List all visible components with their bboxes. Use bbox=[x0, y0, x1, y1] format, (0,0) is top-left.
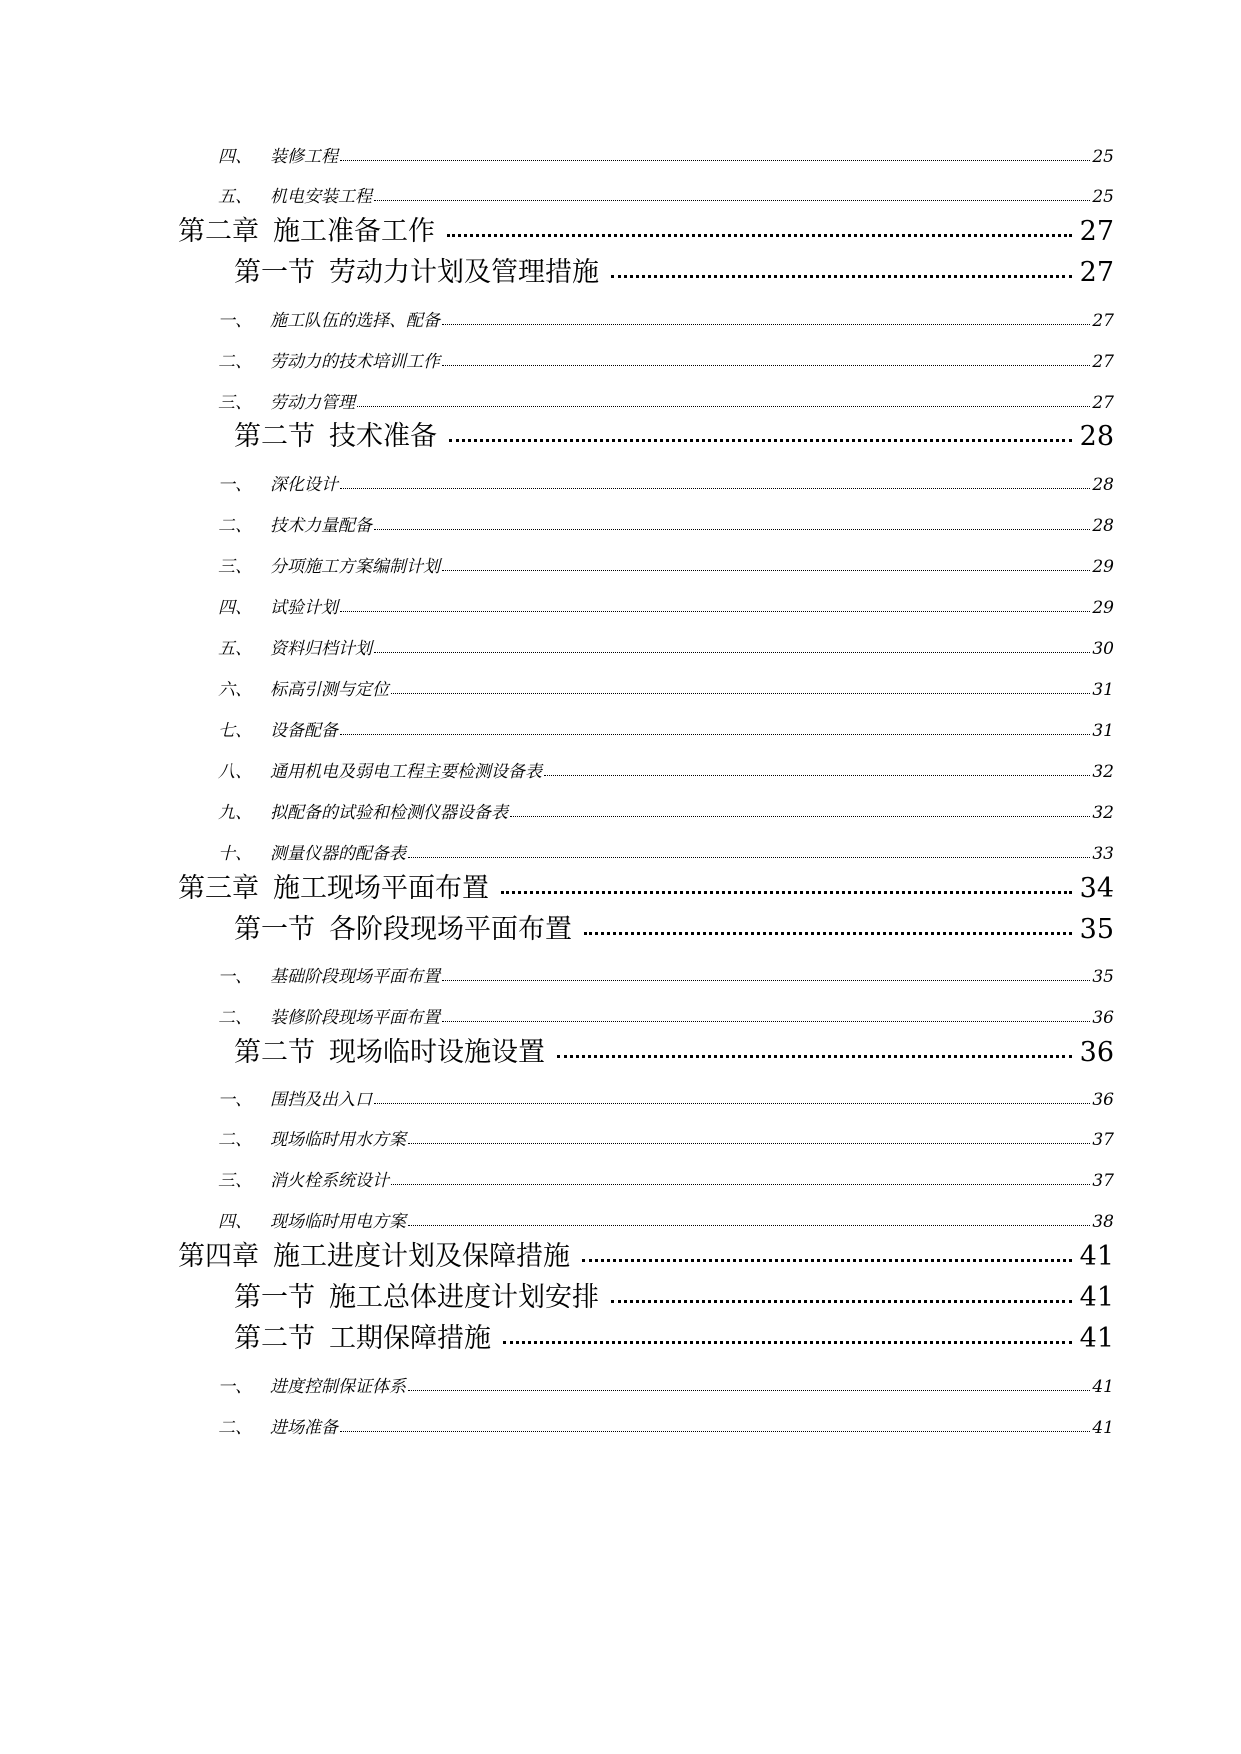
toc-entry-number: 八、 bbox=[218, 762, 252, 782]
toc-entry-title: 试验计划 bbox=[270, 598, 338, 618]
toc-entry-page-number: 27 bbox=[1079, 257, 1114, 288]
toc-entry-page-number: 41 bbox=[1079, 1323, 1114, 1354]
dot-leader bbox=[442, 324, 1090, 325]
toc-entry-title: 机电安装工程 bbox=[270, 187, 372, 207]
toc-entry-number: 第二章 bbox=[178, 216, 259, 247]
toc-entry-page-number: 31 bbox=[1092, 680, 1114, 700]
toc-entry-title: 资料归档计划 bbox=[270, 639, 372, 659]
toc-entry-title: 通用机电及弱电工程主要检测设备表 bbox=[270, 762, 542, 782]
toc-entry-page-number: 27 bbox=[1092, 352, 1114, 372]
toc-item-entry[interactable] bbox=[218, 1003, 1114, 1027]
toc-entry-number: 四、 bbox=[218, 147, 252, 167]
toc-entry-number: 一、 bbox=[218, 475, 252, 495]
toc-item-entry[interactable] bbox=[218, 798, 1114, 822]
toc-entry-page-number: 28 bbox=[1079, 421, 1114, 452]
toc-entry-title: 分项施工方案编制计划 bbox=[270, 557, 440, 577]
toc-entry-title: 工期保障措施 bbox=[329, 1323, 491, 1354]
toc-item-entry[interactable] bbox=[218, 1166, 1114, 1190]
toc-entry-number: 一、 bbox=[218, 311, 252, 331]
toc-item-entry[interactable] bbox=[218, 1413, 1114, 1437]
toc-entry-page-number: 27 bbox=[1092, 393, 1114, 413]
dot-leader bbox=[408, 1143, 1090, 1144]
toc-entry-title: 消火栓系统设计 bbox=[270, 1171, 389, 1191]
toc-entry-title: 技术力量配备 bbox=[270, 516, 372, 536]
toc-entry-page-number: 29 bbox=[1092, 598, 1114, 618]
dot-leader bbox=[501, 891, 1072, 894]
toc-entry-number: 第二节 bbox=[234, 1037, 315, 1068]
dot-leader bbox=[374, 1103, 1090, 1104]
toc-item-entry[interactable] bbox=[218, 1085, 1114, 1109]
toc-entry-page-number: 25 bbox=[1092, 147, 1114, 167]
dot-leader bbox=[510, 816, 1090, 817]
toc-item-entry[interactable] bbox=[218, 306, 1114, 330]
toc-entry-title: 劳动力管理 bbox=[270, 393, 355, 413]
toc-entry-title: 施工准备工作 bbox=[273, 216, 435, 247]
toc-entry-title: 测量仪器的配备表 bbox=[270, 844, 406, 864]
toc-entry-title: 拟配备的试验和检测仪器设备表 bbox=[270, 803, 508, 823]
dot-leader bbox=[449, 439, 1072, 442]
toc-item-entry[interactable] bbox=[218, 839, 1114, 863]
dot-leader bbox=[544, 775, 1090, 776]
toc-entry-page-number: 41 bbox=[1092, 1418, 1114, 1438]
toc-entry-title: 现场临时用水方案 bbox=[270, 1130, 406, 1150]
dot-leader bbox=[503, 1341, 1072, 1344]
toc-entry-page-number: 36 bbox=[1079, 1037, 1114, 1068]
toc-entry-page-number: 28 bbox=[1092, 516, 1114, 536]
toc-section-entry[interactable] bbox=[234, 907, 1114, 943]
dot-leader bbox=[391, 693, 1090, 694]
toc-item-entry[interactable] bbox=[218, 388, 1114, 412]
toc-entry-page-number: 41 bbox=[1079, 1282, 1114, 1313]
toc-entry-title: 装修阶段现场平面布置 bbox=[270, 1008, 440, 1028]
toc-entry-page-number: 30 bbox=[1092, 639, 1114, 659]
toc-entry-page-number: 27 bbox=[1092, 311, 1114, 331]
toc-entry-page-number: 28 bbox=[1092, 475, 1114, 495]
toc-entry-page-number: 41 bbox=[1079, 1241, 1114, 1272]
dot-leader bbox=[442, 1021, 1090, 1022]
toc-entry-title: 劳动力计划及管理措施 bbox=[329, 257, 599, 288]
dot-leader bbox=[611, 275, 1072, 278]
toc-item-entry[interactable] bbox=[218, 1207, 1114, 1231]
toc-entry-title: 技术准备 bbox=[329, 421, 437, 452]
toc-entry-number: 一、 bbox=[218, 1090, 252, 1110]
toc-entry-title: 基础阶段现场平面布置 bbox=[270, 967, 440, 987]
dot-leader bbox=[408, 1225, 1090, 1226]
toc-entry-page-number: 38 bbox=[1092, 1212, 1114, 1232]
dot-leader bbox=[442, 365, 1090, 366]
toc-entry-page-number: 37 bbox=[1092, 1130, 1114, 1150]
dot-leader bbox=[442, 980, 1090, 981]
toc-entry-page-number: 36 bbox=[1092, 1008, 1114, 1028]
toc-entry-title: 施工进度计划及保障措施 bbox=[273, 1241, 570, 1272]
toc-entry-page-number: 32 bbox=[1092, 803, 1114, 823]
toc-item-entry[interactable] bbox=[218, 757, 1114, 781]
dot-leader bbox=[391, 1184, 1090, 1185]
toc-entry-number: 四、 bbox=[218, 1212, 252, 1232]
toc-entry-number: 十、 bbox=[218, 844, 252, 864]
toc-item-entry[interactable] bbox=[218, 675, 1114, 699]
toc-entry-number: 第一节 bbox=[234, 1282, 315, 1313]
dot-leader bbox=[582, 1259, 1072, 1262]
toc-entry-number: 五、 bbox=[218, 187, 252, 207]
dot-leader bbox=[340, 1431, 1090, 1432]
toc-section-entry[interactable] bbox=[234, 1316, 1114, 1352]
dot-leader bbox=[374, 529, 1090, 530]
toc-entry-number: 第一节 bbox=[234, 914, 315, 945]
dot-leader bbox=[447, 234, 1072, 237]
toc-chapter-entry[interactable] bbox=[178, 1234, 1114, 1270]
dot-leader bbox=[357, 406, 1090, 407]
toc-entry-title: 进场准备 bbox=[270, 1418, 338, 1438]
toc-entry-title: 深化设计 bbox=[270, 475, 338, 495]
toc-item-entry[interactable] bbox=[218, 962, 1114, 986]
toc-entry-page-number: 36 bbox=[1092, 1090, 1114, 1110]
toc-entry-number: 一、 bbox=[218, 1377, 252, 1397]
toc-entry-number: 二、 bbox=[218, 1418, 252, 1438]
dot-leader bbox=[374, 652, 1090, 653]
dot-leader bbox=[340, 611, 1090, 612]
toc-chapter-entry[interactable] bbox=[178, 209, 1114, 245]
toc-entry-number: 二、 bbox=[218, 516, 252, 536]
dot-leader bbox=[374, 200, 1090, 201]
dot-leader bbox=[340, 734, 1090, 735]
toc-entry-page-number: 29 bbox=[1092, 557, 1114, 577]
toc-item-entry[interactable] bbox=[218, 716, 1114, 740]
toc-section-entry[interactable] bbox=[234, 1030, 1114, 1066]
toc-item-entry[interactable] bbox=[218, 511, 1114, 535]
toc-entry-title: 施工总体进度计划安排 bbox=[329, 1282, 599, 1313]
toc-entry-page-number: 35 bbox=[1092, 967, 1114, 987]
toc-entry-title: 施工队伍的选择、配备 bbox=[270, 311, 440, 331]
toc-entry-title: 围挡及出入口 bbox=[270, 1090, 372, 1110]
toc-entry-page-number: 32 bbox=[1092, 762, 1114, 782]
toc-entry-number: 二、 bbox=[218, 1008, 252, 1028]
toc-item-entry[interactable] bbox=[218, 593, 1114, 617]
toc-entry-number: 第四章 bbox=[178, 1241, 259, 1272]
toc-entry-number: 一、 bbox=[218, 967, 252, 987]
toc-entry-page-number: 34 bbox=[1079, 873, 1114, 904]
toc-entry-page-number: 33 bbox=[1092, 844, 1114, 864]
toc-entry-page-number: 41 bbox=[1092, 1377, 1114, 1397]
toc-entry-number: 第二节 bbox=[234, 1323, 315, 1354]
toc-entry-number: 七、 bbox=[218, 721, 252, 741]
toc-entry-page-number: 27 bbox=[1079, 216, 1114, 247]
toc-item-entry[interactable] bbox=[218, 470, 1114, 494]
toc-item-entry[interactable] bbox=[218, 634, 1114, 658]
dot-leader bbox=[408, 857, 1090, 858]
toc-chapter-entry[interactable] bbox=[178, 866, 1114, 902]
toc-entry-title: 现场临时用电方案 bbox=[270, 1212, 406, 1232]
toc-item-entry[interactable] bbox=[218, 552, 1114, 576]
toc-entry-title: 标高引测与定位 bbox=[270, 680, 389, 700]
toc-entry-number: 三、 bbox=[218, 393, 252, 413]
toc-entry-title: 劳动力的技术培训工作 bbox=[270, 352, 440, 372]
dot-leader bbox=[611, 1300, 1072, 1303]
toc-entry-title: 装修工程 bbox=[270, 147, 338, 167]
toc-section-entry[interactable] bbox=[234, 1275, 1114, 1311]
toc-item-entry[interactable] bbox=[218, 1372, 1114, 1396]
toc-entry-number: 四、 bbox=[218, 598, 252, 618]
toc-entry-page-number: 31 bbox=[1092, 721, 1114, 741]
toc-entry-number: 五、 bbox=[218, 639, 252, 659]
toc-entry-page-number: 35 bbox=[1079, 914, 1114, 945]
toc-entry-title: 施工现场平面布置 bbox=[273, 873, 489, 904]
toc-entry-title: 各阶段现场平面布置 bbox=[329, 914, 572, 945]
dot-leader bbox=[408, 1390, 1090, 1391]
toc-entry-page-number: 37 bbox=[1092, 1171, 1114, 1191]
toc-entry-number: 第三章 bbox=[178, 873, 259, 904]
toc-entry-number: 二、 bbox=[218, 1130, 252, 1150]
toc-item-entry[interactable] bbox=[218, 1125, 1114, 1149]
dot-leader bbox=[340, 488, 1090, 489]
toc-entry-number: 三、 bbox=[218, 1171, 252, 1191]
toc-entry-number: 第二节 bbox=[234, 421, 315, 452]
toc-section-entry[interactable] bbox=[234, 250, 1114, 286]
toc-item-entry[interactable] bbox=[218, 347, 1114, 371]
toc-entry-number: 三、 bbox=[218, 557, 252, 577]
toc-entry-number: 六、 bbox=[218, 680, 252, 700]
toc-entry-number: 第一节 bbox=[234, 257, 315, 288]
dot-leader bbox=[584, 932, 1072, 935]
toc-entry-title: 现场临时设施设置 bbox=[329, 1037, 545, 1068]
toc-entry-number: 九、 bbox=[218, 803, 252, 823]
toc-section-entry[interactable] bbox=[234, 414, 1114, 450]
dot-leader bbox=[442, 570, 1090, 571]
toc-item-entry[interactable] bbox=[218, 142, 1114, 166]
toc-entry-title: 设备配备 bbox=[270, 721, 338, 741]
dot-leader bbox=[340, 160, 1090, 161]
toc-item-entry[interactable] bbox=[218, 182, 1114, 206]
toc-entry-title: 进度控制保证体系 bbox=[270, 1377, 406, 1397]
toc-entry-page-number: 25 bbox=[1092, 187, 1114, 207]
dot-leader bbox=[557, 1055, 1072, 1058]
toc-entry-number: 二、 bbox=[218, 352, 252, 372]
